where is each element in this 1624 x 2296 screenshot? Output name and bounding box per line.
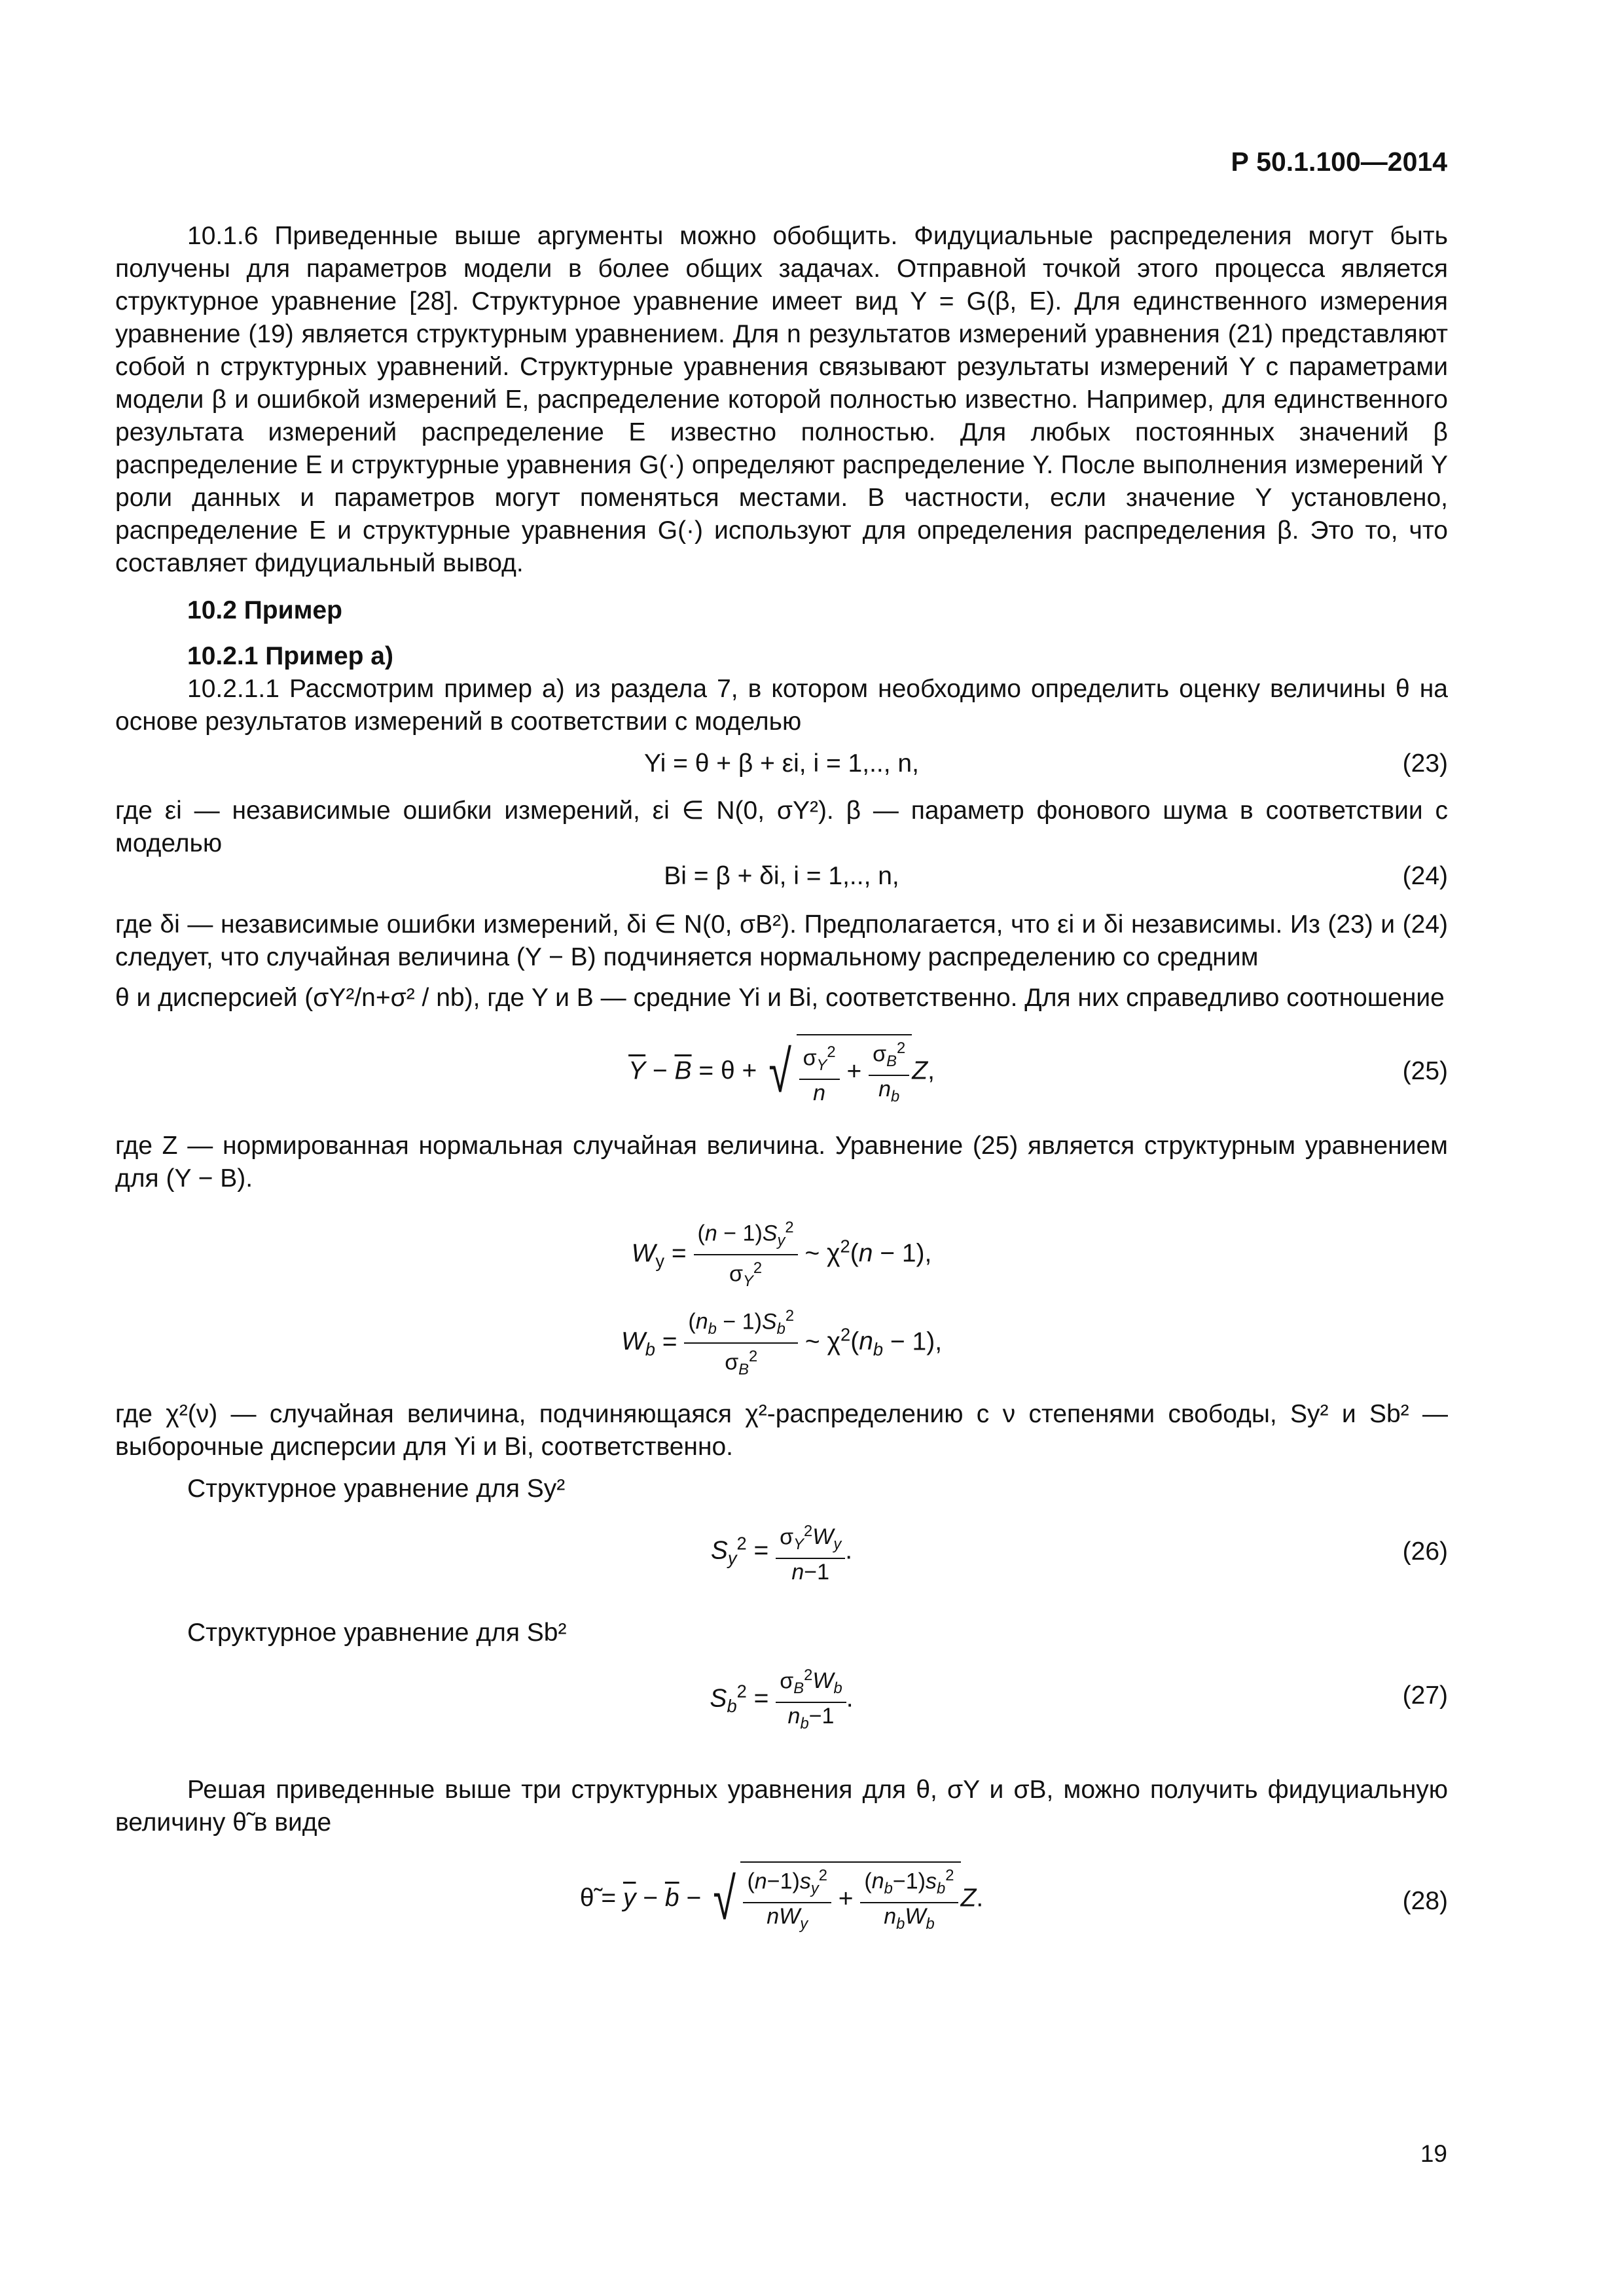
- heading-10-2: 10.2 Пример: [187, 596, 342, 624]
- paragraph-struct-y: Структурное уравнение для Sy²: [187, 1475, 566, 1503]
- equation-24-number: (24): [1402, 862, 1448, 890]
- paragraph-after-23: где εi — независимые ошибки измерений, εi ∈ N(0, σY²). β — параметр фонового шума в соответствии с моделью: [115, 797, 1448, 857]
- paragraph-10-1-6: 10.1.6 Приведенные выше аргументы можно обобщить. Фидуциальные распределения могут быть получены для параметров модели в более общих задачах. Отправной точкой этого процесса является структурное уравнение [28]. Структурное уравнение имеет вид Y = G(β, E). Для единственного измерения уравнение (19) является структурным уравнением. Для n результатов измерений уравнения (21) представляют собой n структурных уравнений. Структурные уравнения связывают результаты измерений Y с параметрами модели β и ошибкой измерений E, распределение которой полностью известно. Например, для единственного результата измерений распределение E известно полностью. Для любых постоянных значений β распределение E и структурные уравнения G(·) определяют распределение Y. После выполнения измерений Y роли данных и параметров могут поменяться местами. В частности, если значение Y установлено, распределение E и структурные уравнения G(·) используют для определения распределения β. Это то, что составляет фидуциальный вывод.: [115, 222, 1448, 577]
- radical-sign-icon: √: [768, 1039, 792, 1105]
- paragraph-chi: где χ²(ν) — случайная величина, подчиняющаяся χ²-распределению с ν степенями свободы, Sy² и Sb² — выборочные дисперсии для Yi и Bi, соответственно.: [115, 1400, 1448, 1461]
- equation-27-number: (27): [1402, 1681, 1448, 1710]
- main-column: [115, 220, 1448, 1950]
- paragraph-solve: Решая приведенные выше три структурных уравнения для θ, σY и σB, можно получить фидуциальную величину θ̃ в виде: [115, 1776, 1448, 1837]
- heading-10-2-1: 10.2.1 Пример а): [187, 642, 393, 670]
- paragraph-after-25: где Z — нормированная нормальная случайная величина. Уравнение (25) является структурным уравнением для (Y − B).: [115, 1132, 1448, 1193]
- equation-24: [115, 860, 1448, 893]
- equation-23-formula: Yi = θ + β + εi, i = 1,.., n,: [644, 749, 919, 778]
- equation-wy: $W_y$ = $\frac{(n - 1)S_y^2}{\sigma_Y^2}$ ~ $\chi^2(n - 1)$,: [115, 1215, 1448, 1295]
- equation-wb: $W_b$ = $\frac{(n_b - 1)S_b^2}{\sigma_B^2}$ ~ $\chi^2(n_b - 1)$,: [115, 1303, 1448, 1383]
- paragraph-after-24-b: θ и дисперсией (σY²/n+σ² / nb), где Y и B — средние Yi и Bi, соответственно. Для них справедливо соотношение: [115, 984, 1445, 1012]
- standard-number: Р 50.1.100—2014: [1231, 147, 1447, 177]
- equation-28-formula: θ̃ = $\overline{y} - \overline{b}$ − √ $\frac{(n-1)s_y^2}{nW_y}$ + $\frac{(n_b-1)s_b^2}{n_bW_b}$ Z.: [115, 1861, 1448, 1937]
- equations-w: [115, 1208, 1448, 1385]
- paragraph-10-2-1-1: 10.2.1.1 Рассмотрим пример а) из раздела 7, в котором необходимо определить оценку величины θ на основе результатов измерений в соответствии с моделью: [115, 675, 1448, 736]
- page-number: 19: [1420, 2140, 1447, 2167]
- radical-sign-icon: √: [713, 1866, 736, 1932]
- equation-27: [115, 1656, 1448, 1734]
- equation-23: [115, 747, 1448, 780]
- equation-23-number: (23): [1402, 749, 1448, 778]
- equation-25: [115, 1025, 1448, 1110]
- paragraph-struct-b: Структурное уравнение для Sb²: [187, 1619, 567, 1647]
- equation-26-number: (26): [1402, 1537, 1448, 1566]
- equation-25-formula: $\overline{Y} - \overline{B} = \theta$ + √ $\frac{\sigma_Y^2}{n}$ + $\frac{\sigma_B^2}{n_b}$ Z,: [115, 1034, 1448, 1110]
- equation-28-number: (28): [1402, 1887, 1448, 1915]
- equation-26-formula: $S_y^2$ = $\frac{\sigma_Y^2W_y}{n-1}$ .: [115, 1518, 1448, 1585]
- equation-26: [115, 1512, 1448, 1590]
- paragraph-after-24-a: где δi — независимые ошибки измерений, δi ∈ N(0, σB²). Предполагается, что εi и δi независимы. Из (23) и (24) следует, что случайная величина (Y − B) подчиняется нормальному распределению со средним: [115, 910, 1448, 971]
- equation-27-formula: $S_b^2$ = $\frac{\sigma_B^2W_b}{n_b-1}$ .: [115, 1662, 1448, 1737]
- equation-24-formula: Bi = β + δi, i = 1,.., n,: [664, 862, 899, 890]
- equation-25-number: (25): [1402, 1057, 1448, 1085]
- equation-28: [115, 1852, 1448, 1950]
